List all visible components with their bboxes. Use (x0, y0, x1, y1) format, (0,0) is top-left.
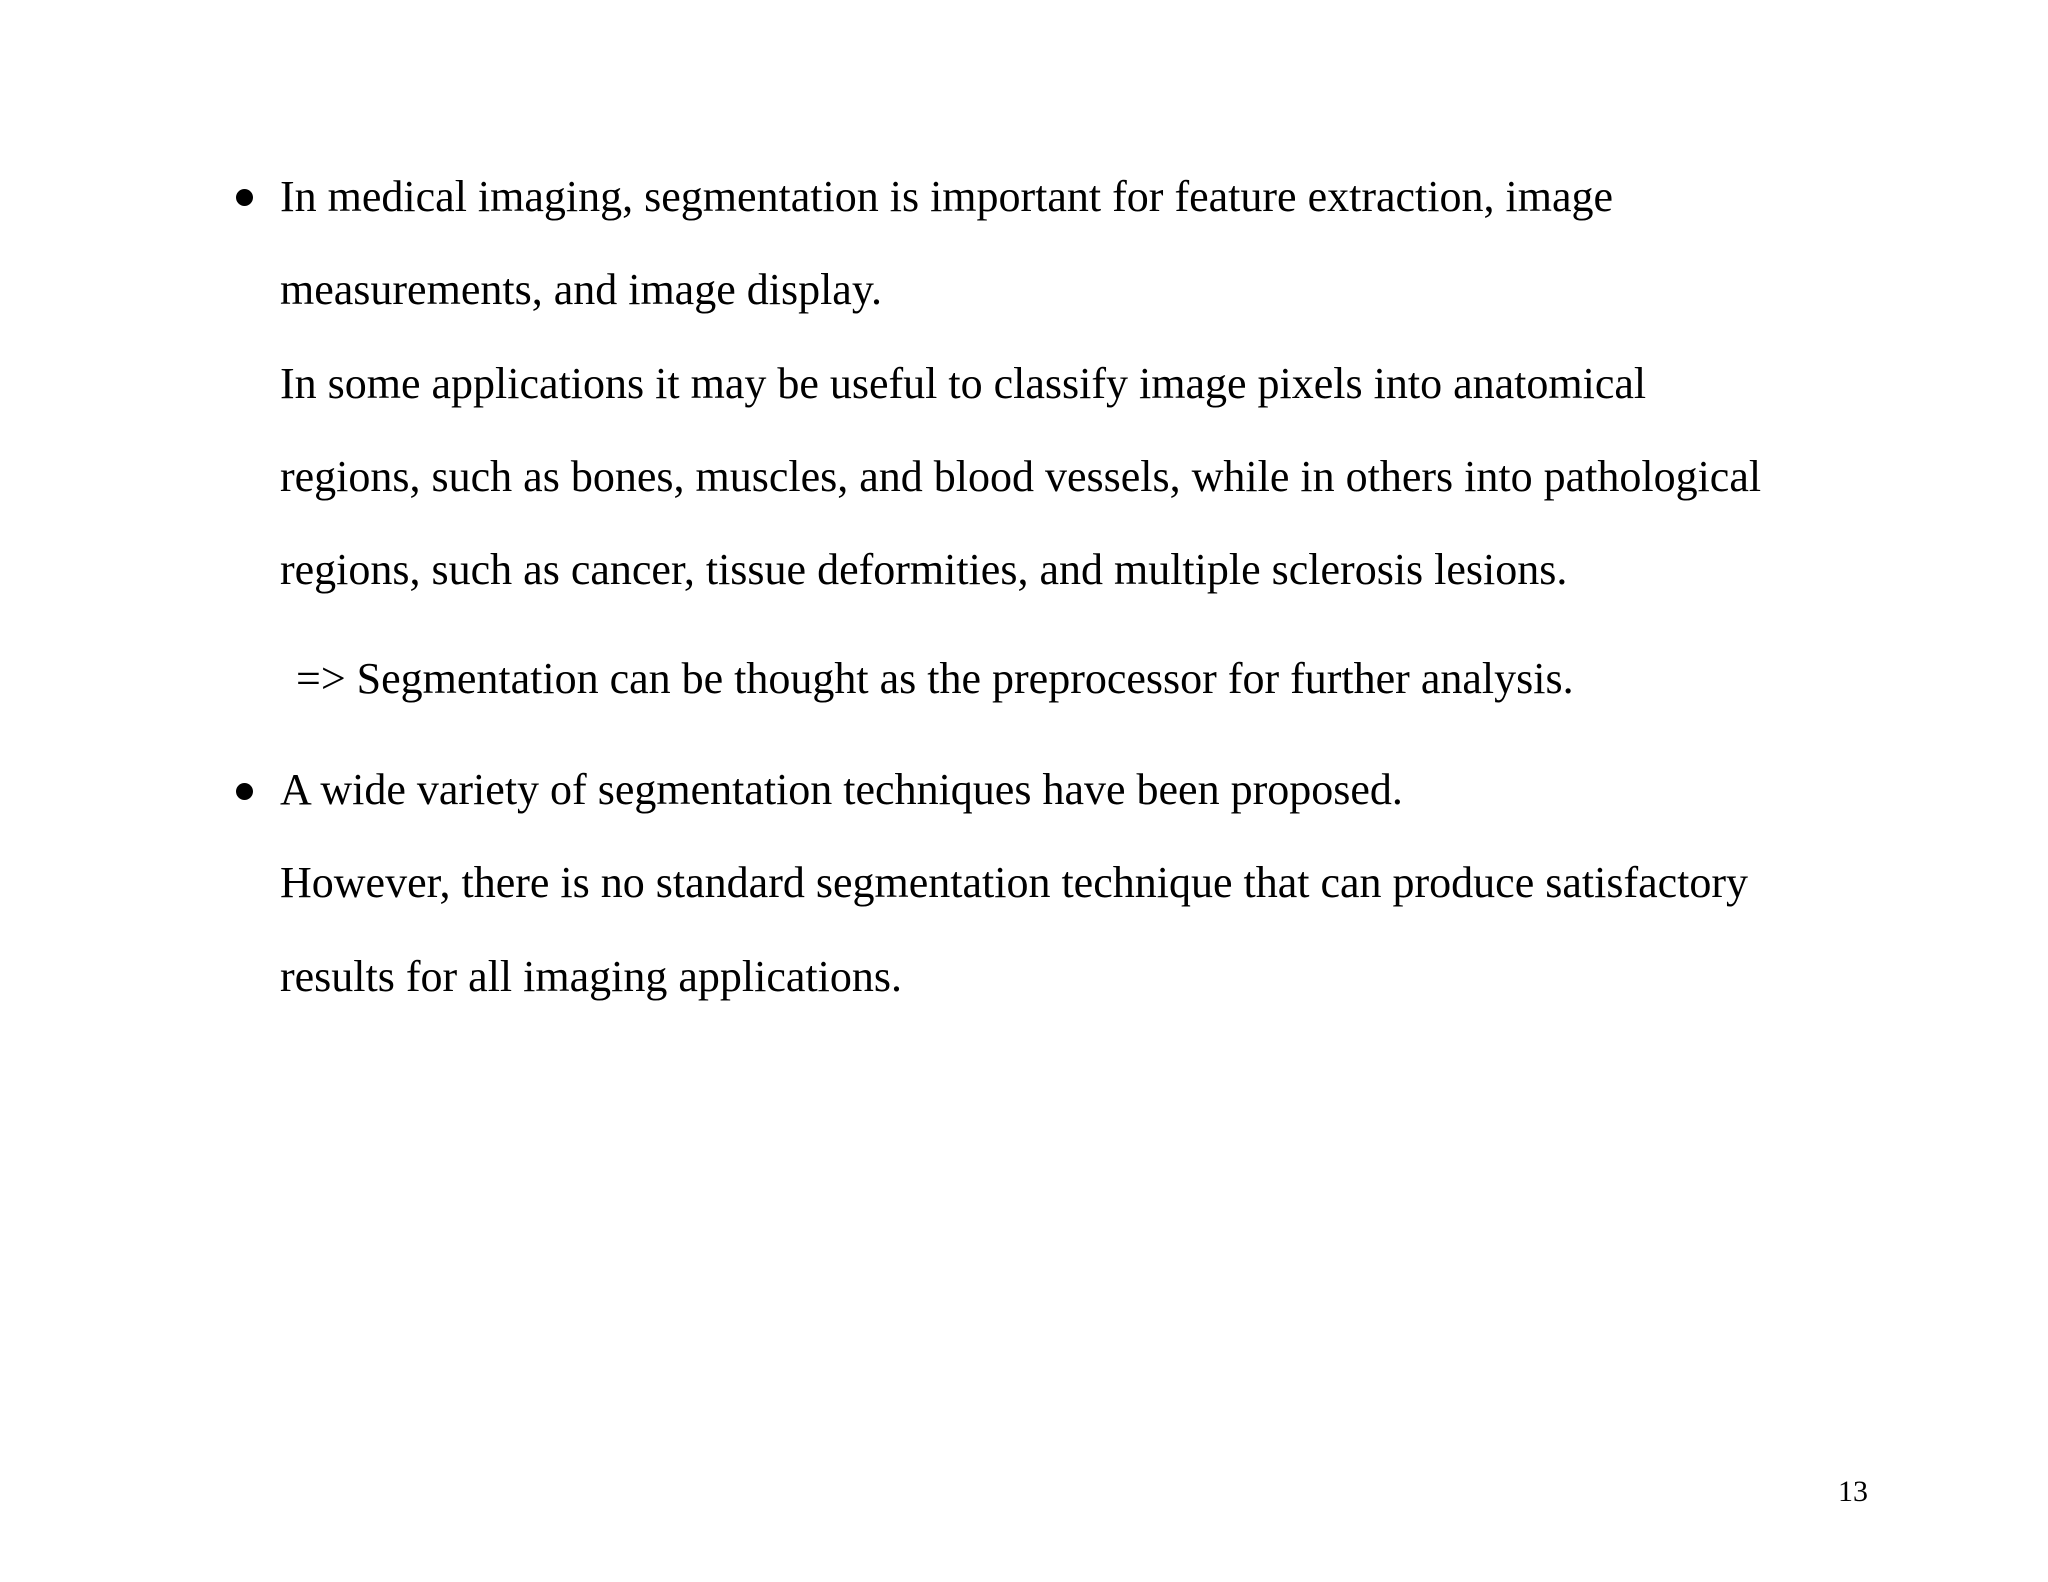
bullet-dot-icon (236, 783, 253, 800)
page-number: 13 (1838, 1475, 1868, 1508)
bullet-text-line: regions, such as cancer, tissue deformities, and multiple sclerosis lesions. (280, 545, 1568, 594)
bullet-text-line: regions, such as bones, muscles, and blood vessels, while in others into pathological (280, 452, 1762, 501)
bullet-dot-icon (236, 189, 253, 206)
bullet-text-line: In some applications it may be useful to classify image pixels into anatomical (280, 359, 1647, 408)
bullet-text-line: In medical imaging, segmentation is important for feature extraction, image (280, 172, 1613, 221)
bullet-text-line: measurements, and image display. (280, 265, 882, 314)
bullet-text-line: A wide variety of segmentation techniques have been proposed. (280, 765, 1403, 814)
bullet-text-line: However, there is no standard segmentation technique that can produce satisfactory (280, 858, 1749, 907)
bullet-text-line: results for all imaging applications. (280, 952, 902, 1001)
conclusion-line: => Segmentation can be thought as the preprocessor for further analysis. (296, 654, 1574, 703)
